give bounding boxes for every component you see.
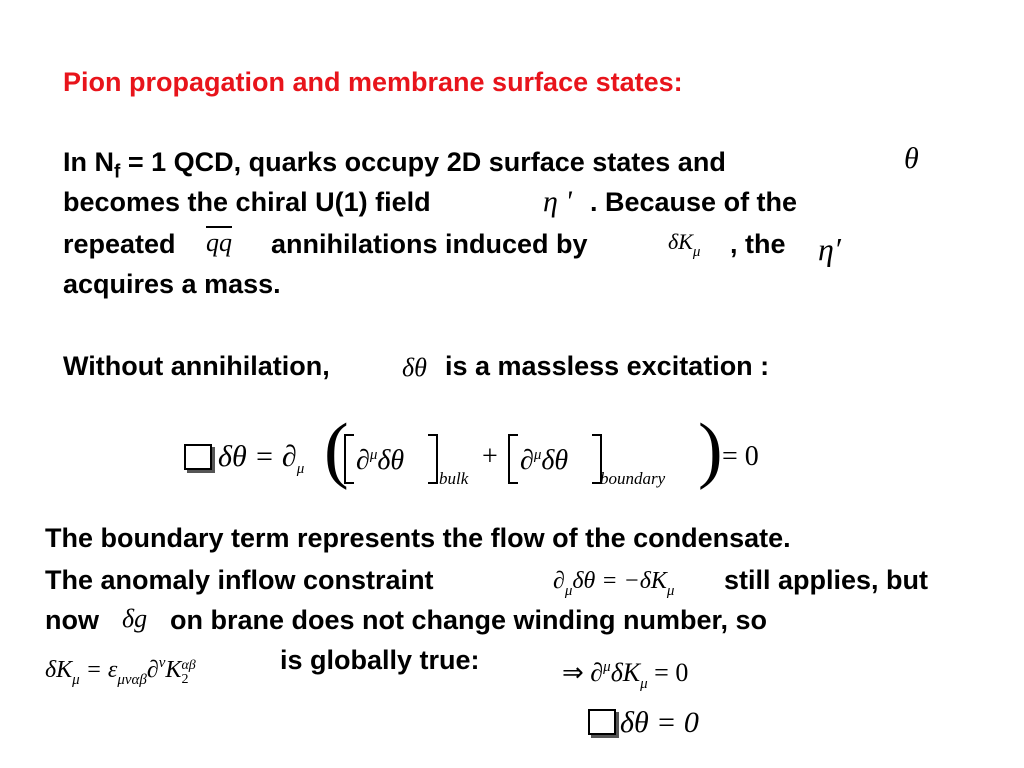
main-eq-lhs: $\delta\theta = \partial_\mu$ bbox=[218, 440, 305, 477]
plus-sign: + bbox=[482, 441, 498, 472]
para1-line1: In $N_f = 1$ QCD, quarks occupy 2D surface states and bbox=[63, 147, 726, 183]
main-equation bbox=[184, 409, 784, 498]
divergence-zero-eq: ⇒ $\partial^\mu\delta K_\mu = 0$ bbox=[562, 658, 689, 692]
inflow-constraint-eq: $\partial_\mu\delta\theta = -\delta K_\mu$ bbox=[553, 568, 675, 599]
para1-line2a: becomes the chiral U(1) field bbox=[63, 187, 431, 217]
slide-title: Pion propagation and membrane surface states: bbox=[63, 67, 683, 97]
para1-line3b: annihilations induced by bbox=[271, 229, 588, 259]
bulk-bracket-close bbox=[428, 434, 438, 484]
para1-line3c: , the bbox=[730, 229, 786, 259]
delta-k-definition-eq: $\delta K_\mu = \varepsilon_{\mu\nu\alpha\beta}\partial^\nu K$ αβ 2 bbox=[45, 655, 196, 688]
qqbar-symbol: $\overline{qq}$ bbox=[206, 228, 232, 257]
para2-a: Without annihilation, bbox=[63, 351, 330, 381]
flavor-subscript: f bbox=[114, 161, 121, 183]
eta-prime-symbol-2: η′ bbox=[818, 231, 841, 267]
boundary-label: boundary bbox=[600, 469, 666, 488]
bulk-bracket-open bbox=[344, 434, 354, 484]
para3-line3a: now bbox=[45, 605, 99, 635]
bulk-label: bulk bbox=[439, 469, 469, 488]
boundary-term: ∂$^\mu$δθ bbox=[520, 445, 569, 476]
para1-line3a: repeated bbox=[63, 229, 176, 259]
big-left-paren: ( bbox=[324, 409, 349, 491]
delta-k-mu-symbol: $\delta K_\mu$ bbox=[668, 229, 701, 260]
para3-line2b: still applies, but bbox=[724, 565, 929, 595]
delta-theta-symbol: δθ bbox=[402, 353, 427, 382]
para1-line2b: . Because of the bbox=[590, 187, 798, 217]
para3-line1: The boundary term represents the flow of the condensate. bbox=[45, 523, 791, 553]
boundary-bracket-open bbox=[508, 434, 518, 484]
para3-line3b: on brane does not change winding number, so bbox=[170, 605, 768, 635]
bulk-term: ∂$^\mu$δθ bbox=[356, 445, 405, 476]
final-equation: δθ = 0 bbox=[588, 708, 699, 738]
equals-zero: = 0 bbox=[722, 441, 759, 472]
eta-prime-symbol-1: η ' bbox=[543, 185, 572, 218]
delta-g-symbol: δg bbox=[122, 604, 148, 633]
box-operator-symbol bbox=[184, 444, 212, 470]
para3-line4: is globally true: bbox=[280, 645, 480, 675]
para2-b: is a massless excitation : bbox=[445, 351, 770, 381]
para3-line2a: The anomaly inflow constraint bbox=[45, 565, 434, 595]
para1-line4: acquires a mass. bbox=[63, 269, 281, 299]
box-operator-symbol-2 bbox=[588, 709, 616, 735]
theta-symbol: θ bbox=[904, 142, 919, 175]
big-right-paren: ) bbox=[698, 409, 723, 491]
